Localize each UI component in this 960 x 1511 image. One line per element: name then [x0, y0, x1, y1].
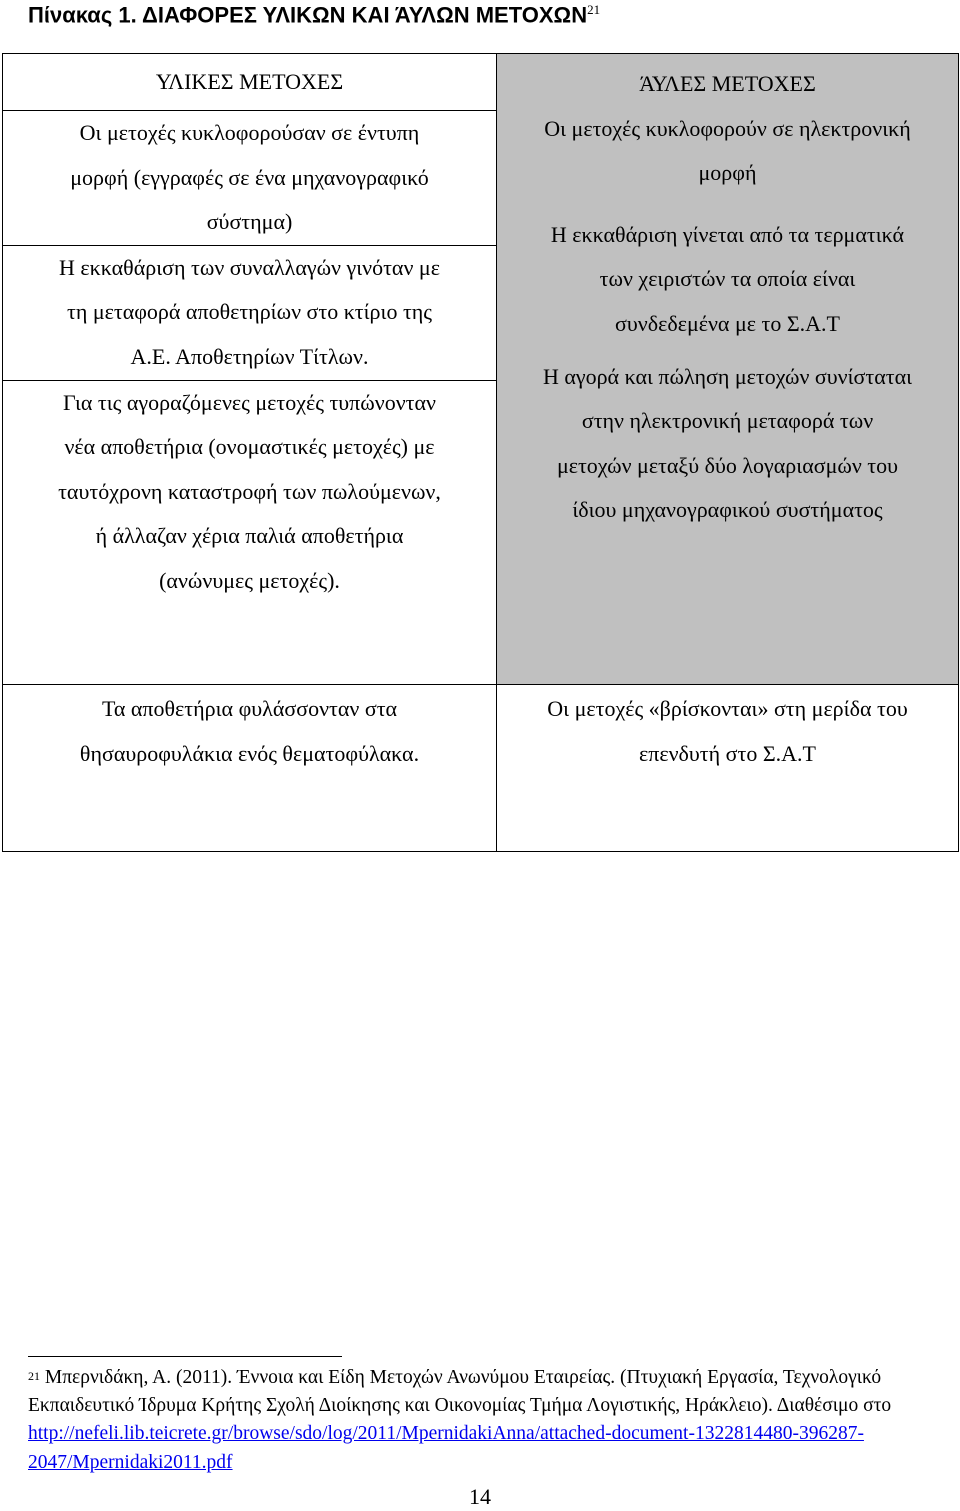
bottom-right-cell: Οι μετοχές «βρίσκονται» στη μερίδα του επενδυτή στο Σ.Α.Τ: [497, 685, 959, 852]
left-column-body: [3, 111, 497, 685]
footnote-separator: [28, 1356, 342, 1357]
footnote-text: Μπερνιδάκη, Α. (2011). Έννοια και Είδη Μετοχών Ανωνύμου Εταιρείας. (Πτυχιακή Εργασία, Τεχνολογικό Εκπαιδευτικό Ίδρυμα Κρήτης Σχολή Διοίκησης και Οικονομίας Τμήμα Λογιστικής, Ηράκλειο). Διαθέσιμο στο: [28, 1367, 892, 1417]
left-header-text: ΥΛΙΚΕΣ ΜΕΤΟΧΕΣ: [155, 68, 344, 94]
right-block-2: Η εκκαθάριση γίνεται από τα τερματικά των χειριστών τα οποία είναι συνδεδεμένα με το Σ.Α.Τ: [550, 221, 905, 336]
page-number: 14: [469, 1484, 491, 1509]
footnote: [28, 1364, 938, 1477]
bottom-left-cell: Τα αποθετήρια φυλάσσονταν στα θησαυροφυλάκια ενός θεματοφύλακα.: [3, 685, 497, 852]
right-block-3: Η αγορά και πώληση μετοχών συνίσταται στην ηλεκτρονική μεταφορά των μετοχών μεταξύ δύο λογαριασμών του ίδιου μηχανογραφικού συστήματος: [542, 363, 913, 523]
right-block-1: Οι μετοχές κυκλοφορούν σε ηλεκτρονική μορφή: [544, 115, 911, 186]
left-block-3: Για τις αγοραζόμενες μετοχές τυπώνονταν νέα αποθετήρια (ονομαστικές μετοχές) με ταυτόχρονη καταστροφή των πωλούμενων, ή άλλαζαν χέρια παλιά αποθετήρια (ανώνυμες μετοχές).: [58, 389, 441, 593]
right-header-text: ΆΥΛΕΣ ΜΕΤΟΧΕΣ: [639, 71, 816, 96]
comparison-table: [2, 53, 959, 852]
footnote-number: 21: [28, 1369, 40, 1383]
caption-text: Πίνακας 1. ΔΙΑΦΟΡΕΣ ΥΛΙΚΩΝ ΚΑΙ ΆΥΛΩΝ ΜΕΤΟΧΩΝ: [28, 2, 588, 28]
left-block-2: Η εκκαθάριση των συναλλαγών γινόταν με τη μεταφορά αποθετηρίων στο κτίριο της Α.Ε. Αποθετηρίων Τίτλων.: [59, 254, 440, 369]
caption-footnote-ref[interactable]: 21: [587, 2, 601, 17]
header-material-shares: [3, 54, 497, 111]
table-caption: [28, 2, 600, 28]
right-column-body: [497, 54, 959, 685]
left-block-1: Οι μετοχές κυκλοφορούσαν σε έντυπη μορφή (εγγραφές σε ένα μηχανογραφικό σύστημα): [70, 120, 429, 235]
footnote-link[interactable]: http://nefeli.lib.teicrete.gr/browse/sdo/log/2011/MpernidakiAnna/attached-document-1322814480-396287-2047/Mpernidaki2011.pdf: [28, 1423, 864, 1473]
